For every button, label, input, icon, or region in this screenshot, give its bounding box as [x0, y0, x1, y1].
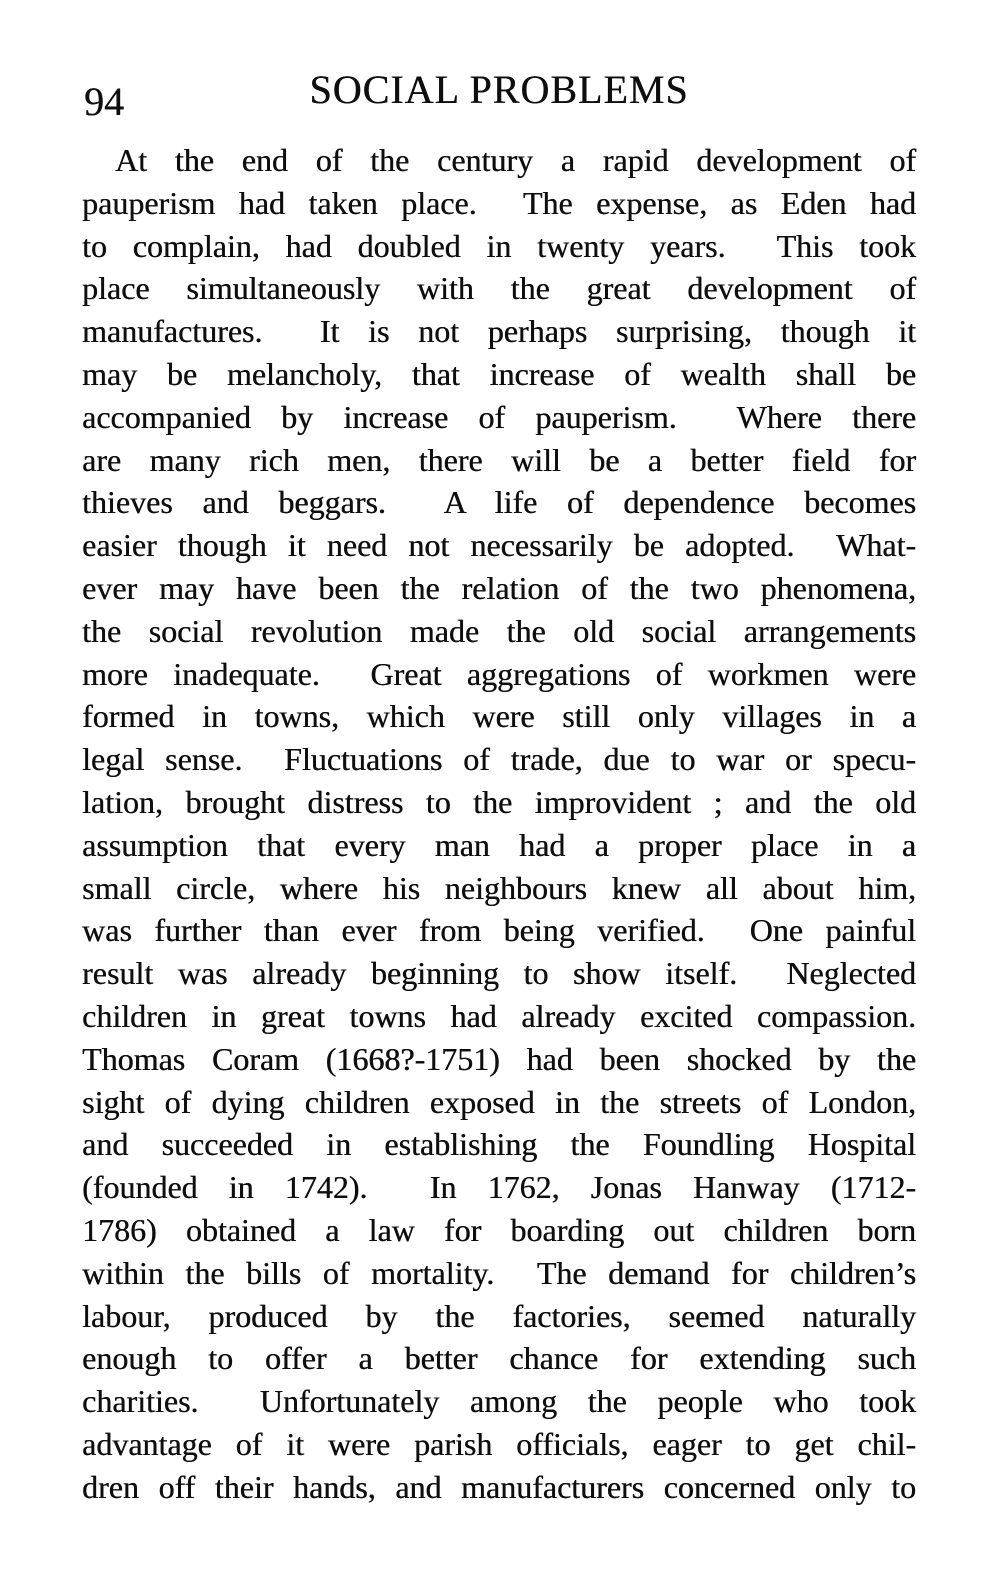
text-line: 1786) obtained a law for boarding out children born	[82, 1211, 916, 1248]
text-line: At the end of the century a rapid development of	[115, 142, 916, 178]
text-line: dren off their hands, and manufacturers concerned only to	[82, 1468, 916, 1505]
page-title: SOCIAL PROBLEMS	[309, 67, 689, 112]
text-line: accompanied by increase of pauperism. Where there	[82, 398, 916, 435]
text-line: Thomas Coram (1668?-1751) had been shocked by the	[82, 1040, 916, 1077]
text-line: advantage of it were parish officials, eager to get chil-	[82, 1425, 916, 1462]
text-line: more inadequate. Great aggregations of workmen were	[82, 655, 916, 692]
text-line: lation, brought distress to the improvident ; and the old	[82, 783, 916, 820]
text-line: sight of dying children exposed in the streets of London,	[82, 1083, 916, 1120]
text-line: within the bills of mortality. The demand for children’s	[82, 1254, 916, 1291]
text-line: are many rich men, there will be a better field for	[82, 441, 916, 478]
text-line: (founded in 1742). In 1762, Jonas Hanway (1712-	[82, 1169, 916, 1206]
text-line: the social revolution made the old social arrangements	[82, 612, 916, 649]
text-line: legal sense. Fluctuations of trade, due to war or specu-	[82, 741, 916, 778]
text-line: may be melancholy, that increase of wealth shall be	[82, 355, 916, 392]
text-line: small circle, where his neighbours knew all about him,	[82, 869, 916, 906]
text-line: labour, produced by the factories, seemed naturally	[82, 1297, 916, 1334]
text-line: ever may have been the relation of the two phenomena,	[82, 569, 916, 606]
text-line: enough to offer a better chance for extending such	[82, 1340, 916, 1377]
text-line: children in great towns had already excited compassion.	[82, 997, 916, 1034]
text-line: charities. Unfortunately among the people who took	[82, 1383, 916, 1420]
text-line: and succeeded in establishing the Foundling Hospital	[82, 1126, 916, 1163]
text-line: pauperism had taken place. The expense, as Eden had	[82, 184, 916, 221]
text-line: formed in towns, which were still only villages in a	[82, 698, 916, 735]
text-line: thieves and beggars. A life of dependence becomes	[82, 484, 916, 521]
text-line: manufactures. It is not perhaps surprising, though it	[82, 313, 916, 350]
text-line: was further than ever from being verified. One painful	[82, 912, 916, 949]
text-line: place simultaneously with the great development of	[82, 270, 916, 307]
text-line: assumption that every man had a proper place in a	[82, 826, 916, 863]
text-line: to complain, had doubled in twenty years. This took	[82, 227, 916, 264]
page-body	[82, 139, 916, 1509]
text-line: easier though it need not necessarily be adopted. What-	[82, 527, 916, 564]
text-line: result was already beginning to show itself. Neglected	[82, 955, 916, 992]
page-number: 94	[84, 79, 124, 124]
